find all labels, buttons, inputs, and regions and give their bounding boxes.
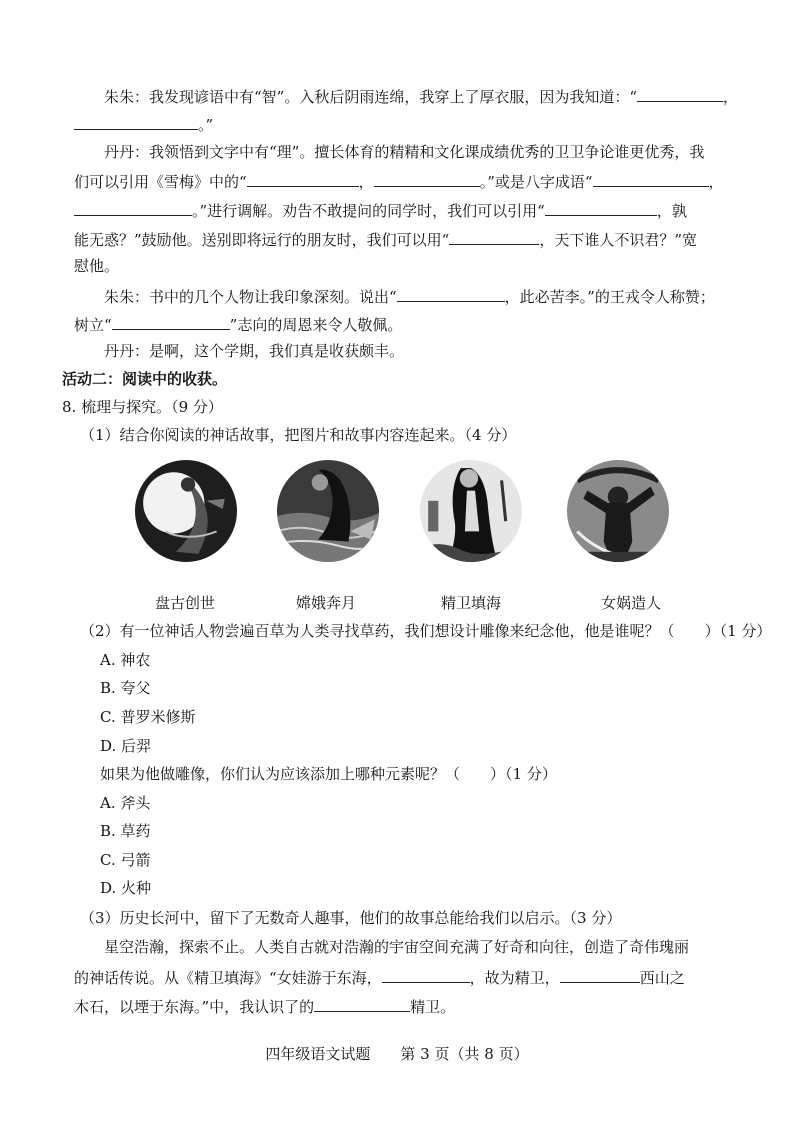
answer-blank[interactable] [314, 994, 410, 1012]
option-b[interactable]: B. 草药 [100, 822, 151, 840]
answer-blank[interactable] [560, 965, 640, 983]
dialog-line-10: 丹丹：是啊，这个学期，我们真是收获颇丰。 [104, 342, 405, 360]
option-c[interactable]: C. 普罗米修斯 [100, 708, 196, 726]
option-c[interactable]: C. 弓箭 [100, 851, 151, 869]
option-a[interactable]: A. 神农 [100, 651, 151, 669]
nuwa-picture[interactable] [420, 460, 522, 562]
caption-pangu: 盘古创世 [155, 594, 216, 612]
answer-blank[interactable] [74, 198, 192, 216]
page-footer: 四年级语文试题 第 3 页（共 8 页） [265, 1045, 529, 1063]
passage-line-1: 星空浩瀚，探索不止。人类自古就对浩瀚的宇宙空间充满了好奇和向往，创造了奇伟瑰丽 [104, 938, 690, 956]
answer-blank[interactable] [382, 965, 470, 983]
answer-blank[interactable] [449, 227, 539, 245]
activity-heading: 活动二：阅读中的收获。 [62, 370, 228, 388]
subquestion-2-followup: 如果为他做雕像，你们认为应该添加上哪种元素呢？（ ）（1 分） [100, 765, 557, 783]
pangu-picture[interactable] [567, 460, 669, 562]
answer-blank[interactable] [397, 284, 505, 302]
dialog-line-1: 朱朱：我发现谚语中有“智”。入秋后阴雨连绵，我穿上了厚衣服，因为我知道：“ ， [104, 84, 738, 108]
dialog-line-2: 。” [74, 112, 213, 136]
answer-blank[interactable] [593, 169, 709, 187]
dialog-line-4: 们可以引用《雪梅》中的“ ， 。”或是八字成语“ ， [74, 169, 724, 193]
dialog-line-7: 慰他。 [74, 257, 120, 275]
passage-line-3: 木石，以堙于东海。”中，我认识了的 精卫。 [74, 994, 455, 1018]
answer-blank[interactable] [112, 312, 230, 330]
subquestion-2: （2）有一位神话人物尝遍百草为人类寻找草药，我们想设计雕像来纪念他，他是谁呢？（ ）（1 分） [80, 622, 772, 640]
answer-blank[interactable] [637, 84, 723, 102]
option-a[interactable]: A. 斧头 [100, 794, 151, 812]
dialog-line-9: 树立“ ”志向的周恩来令人敬佩。 [74, 312, 402, 336]
dialog-line-8: 朱朱：书中的几个人物让我印象深刻。说出“ ，此必苦李。”的王戎令人称赞； [104, 284, 715, 308]
answer-blank[interactable] [247, 169, 359, 187]
subquestion-1: （1）结合你阅读的神话故事，把图片和故事内容连起来。（4 分） [80, 426, 517, 444]
dialog-line-5: 。”进行调解。劝告不敢提问的同学时，我们可以引用“ ，孰 [74, 198, 687, 222]
answer-blank[interactable] [545, 198, 657, 216]
option-d[interactable]: D. 后羿 [100, 737, 152, 755]
answer-blank[interactable] [74, 112, 198, 130]
dialog-line-3: 丹丹：我领悟到文字中有“理”。擅长体育的精精和文化课成绩优秀的卫卫争论谁更优秀，我 [104, 143, 705, 161]
answer-blank[interactable] [374, 169, 480, 187]
jingwei-picture[interactable] [277, 460, 379, 562]
option-d[interactable]: D. 火种 [100, 879, 152, 897]
passage-line-2: 的神话传说。从《精卫填海》“女娃游于东海， ，故为精卫， 西山之 [74, 965, 685, 989]
subquestion-3: （3）历史长河中，留下了无数奇人趣事，他们的故事总能给我们以启示。（3 分） [80, 909, 622, 927]
option-b[interactable]: B. 夸父 [100, 679, 151, 697]
caption-jingwei: 精卫填海 [441, 594, 502, 612]
caption-chang-e: 嫦娥奔月 [296, 594, 357, 612]
caption-nuwa: 女娲造人 [601, 594, 662, 612]
chang-e-picture[interactable] [135, 460, 237, 562]
dialog-line-6: 能无惑？”鼓励他。送别即将远行的朋友时，我们可以用“ ，天下谁人不识君？”宽 [74, 227, 697, 251]
question-8-title: 8. 梳理与探究。（9 分） [62, 398, 223, 416]
